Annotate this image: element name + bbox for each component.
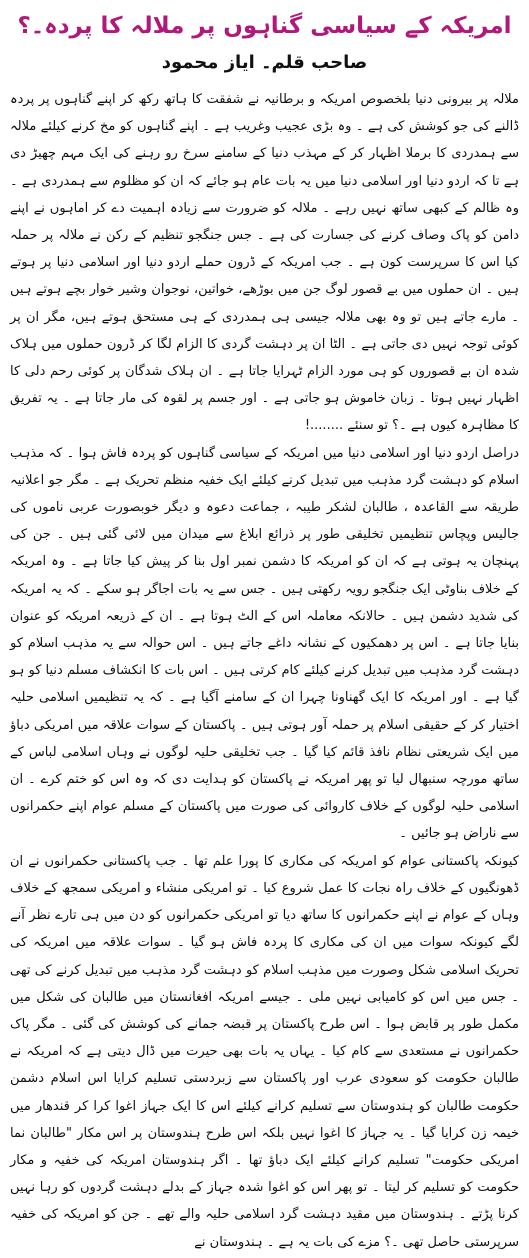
article-paragraph: دراصل اردو دنیا اور اسلامی دنیا میں امریکہ کے سیاسی گناہوں کو پردہ فاش ہوا ۔ کہ مذہب اسلام کو دہشت گرد مذہب میں تبدیل کرنے کیلئے ایک خفیہ منظم تحریک ہے ۔ مگر جو اعلانیہ طریقہ سے القاعدہ ، طالبان لشکر طیبہ ، جماعت دعوہ و دیگر خوبصورت عربی ناموں کی جالیس وپچاس تنظیمیں تخلیقی طور پر ذرائع ابلاغ سے میدان میں لائی گئی ہیں ۔ جن کی پہنچان یہ ہوتی ہے کہ ان کو امریکہ کا دشمن نمبر اول بنا کر پیش کیا جاتا ہے ۔ وہ امریکہ کے خلاف بناوٹی ایک جنگجو رویہ رکھتی ہیں ۔ جس سے یہ بات اجاگر ہو سکے ۔ کہ یہ امریکہ کی شدید دشمن ہیں ۔ حالانکہ معاملہ اس کے الٹ ہوتا ہے ۔ ان کے ذریعہ امریکہ کو عنوان بنایا جاتا ہے ۔ اس پر دھمکیوں کے نشانہ داغے جاتے ہیں ۔ اس حوالہ سے یہ مذہب اسلام کو دہشت گرد مذہب میں تبدیل کرنے کیلئے کام کرتی ہیں ۔ اس بات کا انکشاف مسلم دنیا کو ہو گیا ہے ۔ اور امریکہ کا ایک گھناونا چہرا ان کے سامنے آگیا ہے ۔ کہ یہ تنظیمیں اسلامی حلیہ اختیار کر کے حقیقی اسلام پر حملہ آور ہوتی ہیں ۔ پاکستان کے سوات علاقہ میں امریکی دباؤ میں ایک شریعتی نظام نافذ قائم کیا گیا ۔ جب تخلیقی حلیہ لوگوں نے وہاں اسلامی لباس کے ساتھ مورچہ سنبھال لیا تو پھر امریکہ نے پاکستان کو ہدایت دی کہ وہ اس کو ختم کرے ۔ ان اسلامی حلیہ لوگوں کے خلاف کاروائی کی صورت میں پاکستان کے مسلم عوام اپنے حکمرانوں سے ناراض ہو جائیں ۔ (10, 445, 519, 842)
article-byline: صاحب قلم۔ ایاز محمود (161, 52, 368, 73)
article-paragraph: کیونکہ پاکستانی عوام کو امریکہ کی مکاری کا پورا علم تھا ۔ جب پاکستانی حکمرانوں نے ان ڈھونگیوں کے خلاف راہ نجات کا عمل شروع کیا ۔ تو امریکی منشاء و امریکی سمجھ کے خلاف وہاں کے عوام نے اپنے حکمرانوں کا ساتھ دیا تو امریکی حکمرانوں کو دن میں ہی تارے نظر آنے لگے کیونکہ سوات میں ان کی مکاری کا پردہ فاش ہو گیا ۔ سوات علاقہ میں امریکہ کی تحریک اسلامی شکل وصورت میں مذہب اسلام کو دہشت گرد مذہب میں تبدیل کرنے کی تھی ۔ جس میں اس کو کامیابی نہیں ملی ۔ جیسے امریکہ افغانستان میں طالبان کی شکل میں مکمل طور پر قابض ہوا ۔ اس طرح پاکستان پر قبضہ جمانے کی کوشش کی گئی ۔ مگر پاک حکمرانوں نے مستعدی سے کام کیا ۔ یہاں یہ بات بھی حیرت میں ڈال دیتی ہے کہ امریکہ نے طالبان حکومت کو سعودی عرب اور پاکستان سے زبردستی تسلیم کرایا اس اسلام دشمن حکومت طالبان کو ہندوستان سے تسلیم کرانے کیلئے اس کا ایک جہاز اغوا کرا کر قندھار میں خیمہ زن کرایا گیا ۔ یہ جہاز کا اغوا نہیں بلکہ اس طرح ہندوستان پر اس مکار "طالبان نما امریکی حکومت" تسلیم کرانے کیلئے ایک دباؤ تھا ۔ اگر ہندوستان امریکہ کی خفیہ و مکار حکومت کو تسلیم کر لیتا ۔ تو پھر اس کو اغوا شدہ جہاز کے بدلے دہشت گردوں کو رہا نہیں کرنا پڑتے ۔ ہندوستان میں مقید دہشت گرد اسلامی حلیہ والے تھے ۔ جن کو امریکہ کی خفیہ سرپرستی حاصل تھی ۔؟ مزے کی بات یہ ہے ۔ ہندوستان نے (10, 853, 519, 1250)
article-paragraph: ملالہ پر بیرونی دنیا بلخصوص امریکہ و برطانیہ نے شفقت کا ہاتھ رکھ کر اپنے گناہوں پر پردہ ڈالنے کی جو کوشش کی ہے ۔ وہ بڑی عجیب وغریب ہے ۔ اپنے گناہوں کو مخ کرنے کیلئے ملالہ سے ہمدردی کا برملا اظہار کر کے مہذب دنیا کے سامنے سرخ رو رہنے کی ایک مہم چھیڑ دی ہے تا کہ اردو دنیا اور اسلامی دنیا میں یہ بات عام ہو جائے کہ ان کو مظلوم سے ہمدردی ہے ۔ وہ ظالم کے کبھی ساتھ نہیں رہے ۔ ملالہ کو ضرورت سے زیادہ اہمیت دے کر اماہوں نے اپنے دامن کو پاک وصاف کرنے کی جسارت کی ہے ۔ جس جنگجو تنظیم کے رکن نے ملالہ پر حملہ کیا اس کا سرپرست کون ہے ۔ جب امریکہ کے ڈرون حملے اردو دنیا اور اسلامی دنیا پر ہوتے ہیں ۔ ان حملوں میں بے قصور لوگ جن میں بوڑھے، خواتین، نوجوان وشیر خوار بچے ہوتے ہیں ۔ مارے جاتے ہیں تو وہ بھی ملالہ جیسی ہی ہمدردی کے ہی مستحق ہوتے ہیں، مگر ان پر کوئی توجہ نہیں دی جاتی ہے ۔ الٹا ان پر دہشت گردی کا الزام لگا کر ڈرون حملوں میں ہلاک شدہ ان بے قصوروں کو ہی مورد الزام ٹہرایا جاتا ہے ۔ ان ہلاک شدگان پر کوئی رحم دلی کا اظہار نہیں ہوتا ۔ زبان خاموش ہو جاتی ہے ۔ اور جسم پر لقوہ کی مار جاتا ہے ۔ یہ تفریق کا مظاہرہ کیوں ہے ۔؟ تو سنئے ........! (10, 92, 519, 434)
article-title: امریکہ کے سیاسی گناہوں پر ملالہ کا پردہ۔؟ (17, 13, 512, 39)
article-body (10, 86, 519, 1256)
